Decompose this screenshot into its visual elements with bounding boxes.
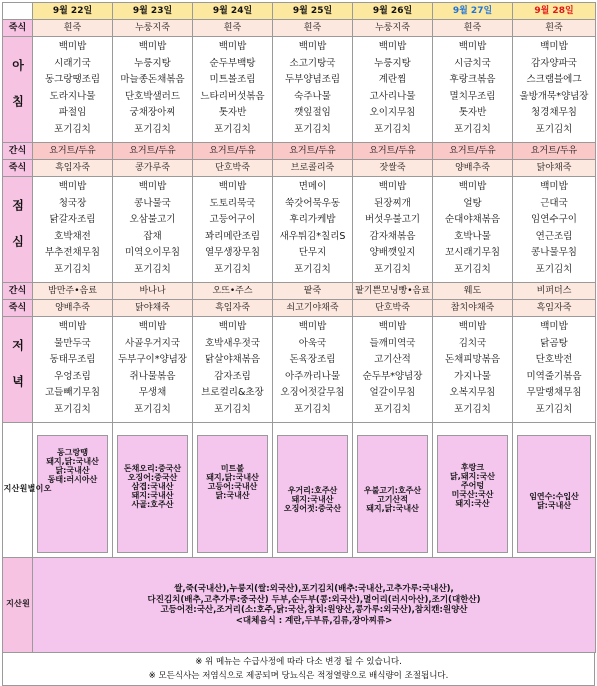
dish-item: 계란찜	[378, 74, 407, 85]
origin-box	[197, 435, 268, 553]
meal-cell	[433, 177, 513, 283]
dish-item: 백미밥	[458, 181, 487, 192]
origin-line: 주어텅	[460, 480, 485, 490]
dish-item: 포기김치	[294, 263, 331, 275]
common-origin-label	[3, 558, 33, 653]
dish-item: 김치국	[458, 337, 487, 349]
origin-line: 고등어:국내산	[207, 481, 258, 491]
morning-porridge-row	[3, 20, 596, 37]
menu-cell: 흑임자죽	[33, 160, 113, 177]
meal-cell	[353, 37, 433, 143]
dish-item: 면메이	[298, 181, 327, 192]
common-origin-line: 쌀,죽(국내산),누룽지(쌀:외국산),포기김치(배추:국내산,고추가루:국내산),	[174, 584, 454, 594]
dish-item: 단무지	[298, 247, 327, 258]
dish-item: 백미밥	[138, 41, 167, 52]
dish-item: 고기산적	[374, 354, 411, 365]
dish-item: 포기김치	[214, 403, 251, 415]
meal-label-text: 아 침	[10, 59, 25, 118]
weekly-menu-table	[2, 2, 596, 653]
dish-item: 돈육장조림	[289, 354, 336, 365]
dish-item: 포기김치	[374, 123, 411, 135]
dish-item: 미역줄기볶음	[526, 370, 582, 382]
origin-label-char: 원	[19, 483, 28, 494]
dish-item: 스크램블에그	[526, 74, 582, 85]
meal-cell	[33, 317, 113, 423]
dish-item: 무말랭채무침	[526, 387, 582, 398]
meal-cell	[193, 317, 273, 423]
dish-item: 숙주나물	[294, 90, 331, 102]
meal-label	[3, 37, 33, 143]
dish-item: 동그랑땡조림	[44, 74, 101, 85]
dish-item: 백미밥	[458, 321, 487, 332]
common-label-char: 원	[21, 598, 31, 609]
dish-item: 닭갈자조림	[49, 214, 96, 225]
origin-line: 미국산:국산	[451, 489, 494, 499]
origin-box	[357, 435, 428, 553]
dish-item: 들깨미역국	[369, 337, 416, 349]
day-header: 9월 24일	[193, 3, 273, 20]
dish-item: 오이지무침	[369, 107, 416, 118]
day-header: 9월 25일	[273, 3, 353, 20]
menu-cell: 누룽지죽	[113, 20, 193, 37]
common-origin-line: <대체음식 : 계란,두부류,김류,장아찌류>	[235, 615, 393, 626]
dish-item: 백미밥	[378, 41, 407, 52]
row-label: 죽식	[3, 20, 33, 37]
dish-item: 포기김치	[134, 403, 171, 415]
dish-item: 얼탕	[463, 197, 482, 209]
dish-item: 멸치무조림	[449, 90, 496, 102]
dish-item: 포기김치	[134, 123, 171, 135]
origin-line: 오징어:중국산	[127, 472, 178, 482]
origin-cell	[193, 423, 273, 558]
dish-item: 사골우거지국	[124, 337, 181, 349]
dish-item: 포기김치	[454, 263, 491, 275]
dish-item: 백미밥	[218, 321, 247, 332]
menu-cell: 밤만주•음료	[33, 283, 113, 300]
dish-item: 순대야채볶음	[444, 214, 501, 225]
common-label-char: 산	[13, 598, 23, 609]
meal-cell	[353, 317, 433, 423]
menu-cell: 흰죽	[193, 20, 273, 37]
dish-item: 두부구이*양념장	[118, 354, 187, 365]
meal-cell	[433, 37, 513, 143]
origin-label-char: 이	[35, 483, 44, 494]
meal-cell	[193, 177, 273, 283]
menu-cell: 닭야채죽	[513, 160, 596, 177]
dish-item: 백미밥	[298, 41, 327, 52]
origin-row	[3, 423, 596, 558]
dish-item: 톳자반	[458, 107, 487, 118]
dish-item: 오징어젓갈무침	[280, 387, 345, 398]
menu-cell: 단호박죽	[193, 160, 273, 177]
origin-cell	[513, 423, 596, 558]
corner-cell	[3, 3, 33, 20]
origin-box	[117, 435, 188, 553]
dish-item: 궁채장아찌	[129, 107, 176, 118]
origin-box	[277, 435, 348, 553]
dish-item: 잡채	[143, 230, 162, 242]
dish-item: 미역오이무침	[124, 247, 181, 258]
origin-label-char: 지	[3, 483, 12, 494]
origin-cell	[273, 423, 353, 558]
dish-item: 톳자반	[218, 107, 247, 118]
dish-item: 우엉조림	[54, 370, 91, 382]
common-origin-cell	[33, 558, 596, 653]
menu-cell: 양배추죽	[433, 160, 513, 177]
row-label: 간식	[3, 283, 33, 300]
dish-item: 동태무조림	[49, 354, 96, 365]
dish-item: 백미밥	[58, 321, 87, 332]
day-header: 9월 27일	[433, 3, 513, 20]
dish-item: 물만두국	[54, 337, 91, 349]
dish-item: 열무생장무침	[204, 247, 261, 258]
origin-label-char: 오	[43, 483, 52, 494]
origin-line: 우거리:호주산	[287, 485, 338, 495]
dish-item: 브로컬리&초장	[201, 387, 264, 398]
dish-item: 포기김치	[54, 123, 91, 135]
dish-item: 느타리버섯볶음	[200, 90, 265, 102]
dish-item: 가지나물	[454, 370, 491, 382]
meal-cell	[113, 317, 193, 423]
dish-item: 마늘종돈채볶음	[120, 74, 185, 85]
dish-item: 포기김치	[535, 123, 573, 135]
dish-item: 포기김치	[214, 123, 251, 135]
dish-item: 콩나물무침	[531, 247, 577, 258]
origin-line: 오징어젓:중국산	[283, 503, 342, 513]
dish-item: 쑥갓어묵우동	[284, 197, 341, 209]
origin-line: 임연수:수입산	[529, 491, 579, 501]
day-header: 9월 28일	[513, 3, 596, 20]
dish-item: 닭살야채볶음	[204, 354, 261, 365]
dish-item: 백미밥	[218, 181, 247, 192]
origin-line: 삼겹:국내산	[131, 481, 174, 491]
meal-cell	[513, 317, 596, 423]
dish-item: 파절임	[58, 107, 87, 118]
dish-item: 버섯우불고기	[364, 214, 421, 225]
menu-cell: 양배추죽	[33, 300, 113, 317]
common-origin-row	[3, 558, 596, 653]
dish-item: 백미밥	[378, 181, 407, 192]
menu-cell: 요거트/두유	[353, 143, 433, 160]
dish-item: 포기김치	[535, 403, 573, 415]
dish-item: 두부양념조림	[284, 74, 341, 85]
meal-cell	[113, 37, 193, 143]
origin-box	[437, 435, 508, 553]
menu-cell: 요거트/두유	[273, 143, 353, 160]
origin-label	[3, 423, 52, 558]
dish-item: 울방개묵*양념장	[519, 90, 589, 102]
dish-item: 포기김치	[134, 263, 171, 275]
menu-cell: 요거트/두유	[113, 143, 193, 160]
menu-cell: 단호박죽	[353, 300, 433, 317]
dish-item: 포기김치	[294, 123, 331, 135]
origin-box	[37, 435, 108, 553]
menu-cell: 닭야채죽	[113, 300, 193, 317]
pm-snack-row	[3, 283, 596, 300]
dish-item: 고들빼기무침	[44, 387, 101, 398]
origin-box	[517, 435, 591, 553]
dish-item: 단호박샐러드	[124, 90, 181, 102]
dish-item: 포기김치	[454, 123, 491, 135]
header-row	[3, 3, 596, 20]
dish-item: 단호박전	[535, 354, 573, 365]
origin-label-char: 산	[11, 483, 20, 494]
evening-porridge-row	[3, 300, 596, 317]
day-header: 9월 23일	[113, 3, 193, 20]
menu-cell: 요거트/두유	[193, 143, 273, 160]
origin-line: 동태:러시아산	[47, 474, 98, 484]
dish-item: 얼갈이무침	[369, 387, 416, 398]
dish-item: 포기김치	[214, 263, 251, 275]
dish-item: 돈채피망볶음	[444, 354, 501, 365]
origin-line: 고기산적	[377, 494, 408, 504]
meal-label	[3, 177, 33, 283]
dish-item: 꼬시래기무침	[444, 247, 501, 258]
dish-item: 양배깻잎지	[369, 247, 416, 258]
meal-cell	[273, 317, 353, 423]
meal-cell	[273, 37, 353, 143]
dish-item: 후랑크볶음	[449, 74, 496, 85]
dish-item: 포기김치	[535, 263, 573, 275]
origin-label-char: 벌	[27, 483, 36, 494]
menu-cell: 요거트/두유	[513, 143, 596, 160]
row-label: 죽식	[3, 160, 33, 177]
note-1: ※ 위 메뉴는 수급사정에 따라 다소 변경 될 수 있습니다.	[195, 657, 402, 667]
origin-label-text	[3, 484, 51, 494]
dish-item: 백미밥	[378, 321, 407, 332]
dish-item: 꽈리메란조림	[204, 230, 261, 242]
origin-line: 돼지:국내산	[131, 490, 174, 500]
day-header: 9월 22일	[33, 3, 113, 20]
dish-item: 백미밥	[138, 321, 167, 332]
menu-cell: 흰죽	[513, 20, 596, 37]
dish-item: 오삼불고기	[129, 214, 176, 225]
origin-line: 돼지:국내산	[291, 494, 334, 504]
dish-item: 청경채무침	[531, 107, 577, 118]
row-label: 간식	[3, 143, 33, 160]
menu-cell: 웨도	[433, 283, 513, 300]
row-label: 죽식	[3, 300, 33, 317]
meal-cell	[33, 177, 113, 283]
dish-item: 백미밥	[540, 41, 568, 52]
noon-porridge-row	[3, 160, 596, 177]
dish-item: 포기김치	[54, 403, 91, 415]
dish-item: 후리가케밥	[289, 214, 336, 225]
menu-cell: 팥기쁜모닝빵•음료	[353, 283, 433, 300]
origin-line: 돼지:국산	[455, 498, 490, 508]
dish-item: 소고기탕국	[289, 57, 336, 69]
dish-item: 포기김치	[454, 403, 491, 415]
lunch-row	[3, 177, 596, 283]
common-origin-label-text	[6, 599, 30, 609]
dish-item: 연근조림	[535, 230, 573, 242]
menu-cell: 흰죽	[433, 20, 513, 37]
menu-cell: 팥죽	[273, 283, 353, 300]
meal-cell	[513, 37, 596, 143]
dish-item: 백미밥	[218, 41, 247, 52]
dish-item: 도라지나물	[49, 90, 96, 102]
menu-cell: 흑임자죽	[193, 300, 273, 317]
dish-item: 백미밥	[540, 321, 568, 332]
dish-item: 청국장	[58, 197, 87, 209]
dish-item: 백미밥	[138, 181, 167, 192]
dish-item: 포기김치	[294, 403, 331, 415]
dish-item: 된장찌개	[374, 197, 411, 209]
dish-item: 백미밥	[540, 181, 568, 192]
dish-item: 호박채전	[54, 230, 91, 242]
dish-item: 시래기국	[54, 57, 91, 69]
origin-line: 닭:국내산	[536, 500, 572, 510]
origin-cell	[113, 423, 193, 558]
origin-line: 미트볼	[220, 463, 245, 473]
dish-item: 감자채볶음	[369, 230, 416, 242]
origin-line: 돼지,닭:국내산	[46, 456, 99, 466]
menu-cell: 흰죽	[33, 20, 113, 37]
dish-item: 고등어구이	[209, 214, 256, 225]
dinner-row	[3, 317, 596, 423]
origin-line: 우불고기:호주산	[363, 485, 422, 495]
menu-cell: 브로콜리죽	[273, 160, 353, 177]
meal-cell	[433, 317, 513, 423]
dish-item: 깻잎절임	[294, 107, 331, 118]
dish-item: 아주까리나물	[284, 370, 341, 382]
dish-item: 호박새우젓국	[204, 337, 261, 349]
menu-cell: 잣쌀죽	[353, 160, 433, 177]
dish-item: 고사리나물	[369, 90, 416, 102]
origin-cell	[433, 423, 513, 558]
dish-item: 감자양파국	[531, 57, 577, 69]
dish-item: 누룽지탕	[134, 57, 171, 69]
notes-box	[2, 653, 595, 686]
dish-item: 호박나물	[454, 230, 491, 242]
meal-label	[3, 317, 33, 423]
dish-item: 새우튀김*칠리S	[279, 230, 346, 242]
origin-line: 닭,돼지:국산	[450, 471, 495, 481]
dish-item: 백미밥	[58, 181, 87, 192]
menu-cell: 요거트/두유	[433, 143, 513, 160]
origin-line: 돈채오리:중국산	[123, 463, 182, 473]
dish-item: 감자조림	[214, 370, 251, 382]
origin-line: 돼지,닭:국내산	[206, 472, 259, 482]
meal-cell	[353, 177, 433, 283]
dish-item: 순두부백탕	[209, 57, 256, 69]
menu-cell: 누룽지죽	[353, 20, 433, 37]
menu-sheet	[2, 2, 595, 686]
dish-item: 아욱국	[298, 337, 327, 349]
meal-cell	[513, 177, 596, 283]
common-origin-line: 고등어전:국산,조거리(소:호주,닭:국산,참치:원양산,콩가루:외국산),참치캔:원양산	[160, 605, 468, 615]
dish-item: 백미밥	[298, 321, 327, 332]
origin-line: 돼지,닭:국내산	[366, 503, 419, 513]
menu-cell: 바나나	[113, 283, 193, 300]
day-header: 9월 26일	[353, 3, 433, 20]
dish-item: 순두부*양념장	[362, 370, 423, 382]
dish-item: 근대국	[540, 197, 568, 209]
menu-cell: 비퍼더스	[513, 283, 596, 300]
origin-line: 닭:국내산	[215, 490, 250, 500]
note-2: ※ 모든식사는 저염식으로 제공되며 당뇨식은 적정열량으로 배식량이 조절됩니다.	[148, 671, 449, 681]
meal-cell	[113, 177, 193, 283]
origin-line: 사골:호주산	[131, 499, 174, 509]
dish-item: 시금치국	[454, 57, 491, 69]
dish-item: 백미밥	[58, 41, 87, 52]
am-snack-row	[3, 143, 596, 160]
common-origin-line: 다진김치(배추,고추가루:중국산) 두부,순두부(콩:외국산),멸어리(러시아산),조기(대한산)	[147, 594, 481, 605]
menu-cell: 콩가루죽	[113, 160, 193, 177]
origin-line: 닭:국내산	[55, 465, 90, 475]
breakfast-row	[3, 37, 596, 143]
dish-item: 임연수구이	[531, 214, 577, 225]
dish-item: 미트볼조림	[209, 74, 256, 85]
origin-line: 후랑크	[460, 462, 485, 472]
menu-cell: 요거트/두유	[33, 143, 113, 160]
dish-item: 포기김치	[374, 263, 411, 275]
dish-item: 콩나물국	[134, 197, 171, 209]
dish-item: 포기김치	[374, 403, 411, 415]
dish-item: 부추전채무침	[44, 247, 101, 258]
common-label-char: 지	[5, 598, 15, 609]
menu-cell: 오뜨•주스	[193, 283, 273, 300]
origin-cell	[353, 423, 433, 558]
meal-label-text: 저 녁	[10, 339, 25, 398]
dish-item: 닭곰탕	[540, 337, 568, 349]
meal-label-text: 점 심	[10, 199, 25, 258]
dish-item: 도토리묵국	[209, 197, 256, 209]
menu-cell: 흑임자죽	[513, 300, 596, 317]
dish-item: 백미밥	[458, 41, 487, 52]
menu-cell: 쇠고기야채죽	[273, 300, 353, 317]
dish-item: 쥐나물볶음	[129, 370, 176, 382]
menu-cell: 참치야채죽	[433, 300, 513, 317]
origin-line: 동그랑땡	[57, 447, 88, 457]
dish-item: 무생채	[138, 387, 167, 398]
meal-cell	[193, 37, 273, 143]
meal-cell	[273, 177, 353, 283]
menu-cell: 흰죽	[273, 20, 353, 37]
meal-cell	[33, 37, 113, 143]
dish-item: 누룽지탕	[374, 57, 411, 69]
dish-item: 포기김치	[54, 263, 91, 275]
dish-item: 오복지무침	[449, 387, 496, 398]
